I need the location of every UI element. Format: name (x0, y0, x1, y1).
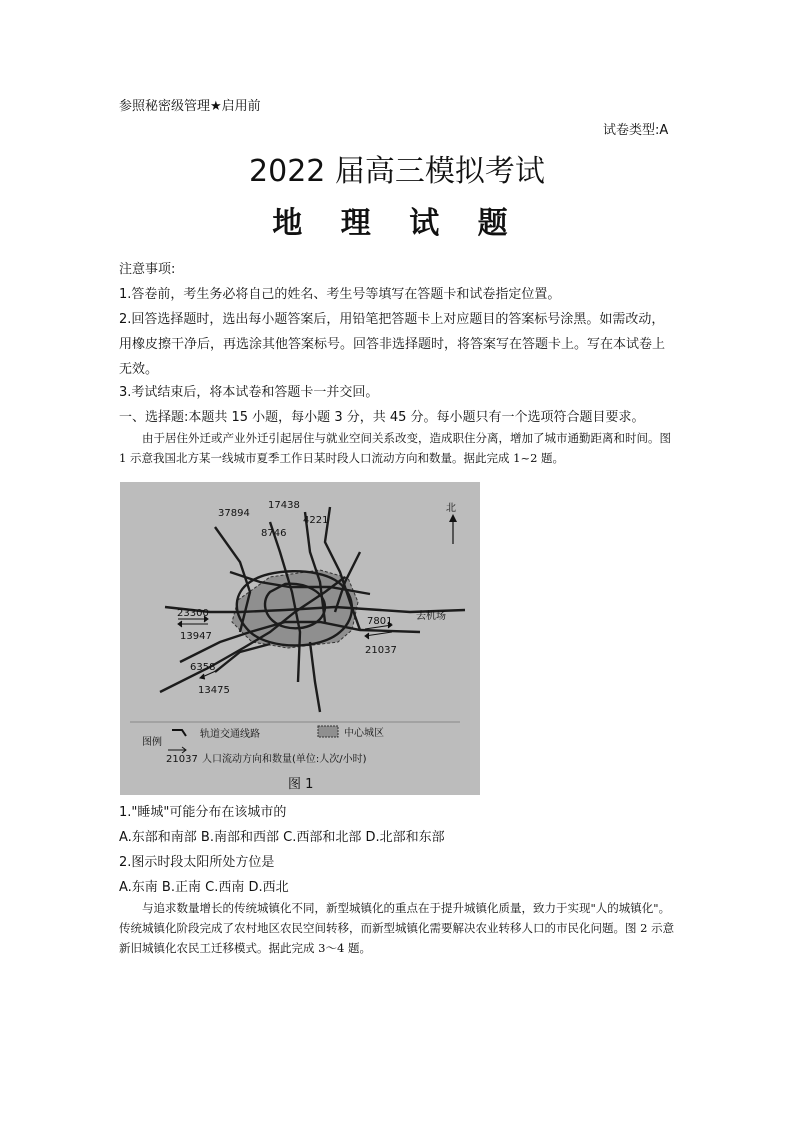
secrecy-label: 参照秘密级管理★启用前 (119, 99, 261, 114)
figure-1-map (120, 482, 480, 795)
flow-label: 7801 (367, 616, 393, 627)
north-label: 北 (446, 503, 456, 514)
flow-label: 17438 (268, 500, 300, 511)
flow-label: 4221 (303, 515, 329, 526)
question-2-options: A.东南 B.正南 C.西南 D.西北 (119, 880, 289, 895)
legend-title: 图例 (142, 737, 162, 748)
notice-heading: 注意事项: (119, 262, 176, 277)
legend-flow: 人口流动方向和数量(单位:人次/小时) (202, 754, 367, 765)
question-1-stem: 1."睡城"可能分布在该城市的 (119, 805, 287, 820)
airport-label: 去机场 (416, 611, 446, 622)
notice-item-1: 1.答卷前，考生务必将自己的姓名、考生号等填写在答题卡和试卷指定位置。 (119, 287, 561, 302)
flow-label: 37894 (218, 508, 250, 519)
flow-label: 21037 (365, 645, 397, 656)
flow-label: 13947 (180, 631, 212, 642)
subject-title: 地 理 试 题 (272, 206, 522, 241)
flow-label: 23300 (177, 608, 209, 619)
legend-center-icon (318, 726, 338, 737)
flow-label: 8746 (261, 528, 287, 539)
flow-label: 6358 (190, 662, 216, 673)
legend-flow-sample: 21037 (166, 754, 198, 765)
legend-center: 中心城区 (344, 728, 384, 739)
passage-2: 与追求数量增长的传统城镇化不同，新型城镇化的重点在于提升城镇化质量，致力于实现"人的城镇化"。传统城镇化阶段完成了农村地区农民空间转移，而新型城镇化需要解决农业转移人口的市民化问题。图 2 示意新旧城镇化农民工迁移模式。据此完成 3～4 题。 (119, 901, 675, 955)
legend-rail: 轨道交通线路 (200, 729, 260, 740)
notice-item-3: 3.考试结束后，将本试卷和答题卡一并交回。 (119, 385, 379, 400)
question-2-stem: 2.图示时段太阳所处方位是 (119, 855, 275, 870)
exam-title: 2022 届高三模拟考试 (249, 154, 545, 189)
map-svg (120, 482, 480, 795)
section-heading: 一、选择题:本题共 15 小题，每小题 3 分，共 45 分。每小题只有一个选项符合题目要求。 (119, 410, 645, 425)
paper-type-label: 试卷类型:A (603, 123, 669, 138)
figure-caption: 图 1 (288, 777, 314, 792)
flow-label: 13475 (198, 685, 230, 696)
question-1-options: A.东部和南部 B.南部和西部 C.西部和北部 D.北部和东部 (119, 830, 445, 845)
notice-item-2: 2.回答选择题时，选出每小题答案后，用铅笔把答题卡上对应题目的答案标号涂黑。如需改动，用橡皮擦干净后，再选涂其他答案标号。回答非选择题时，将答案写在答题卡上。写在本试卷上无效。 (119, 312, 666, 377)
passage-1: 由于居住外迁或产业外迁引起居住与就业空间关系改变，造成职住分离，增加了城市通勤距离和时间。图 1 示意我国北方某一线城市夏季工作日某时段人口流动方向和数量。据此完成 1~2 题。 (119, 431, 671, 465)
